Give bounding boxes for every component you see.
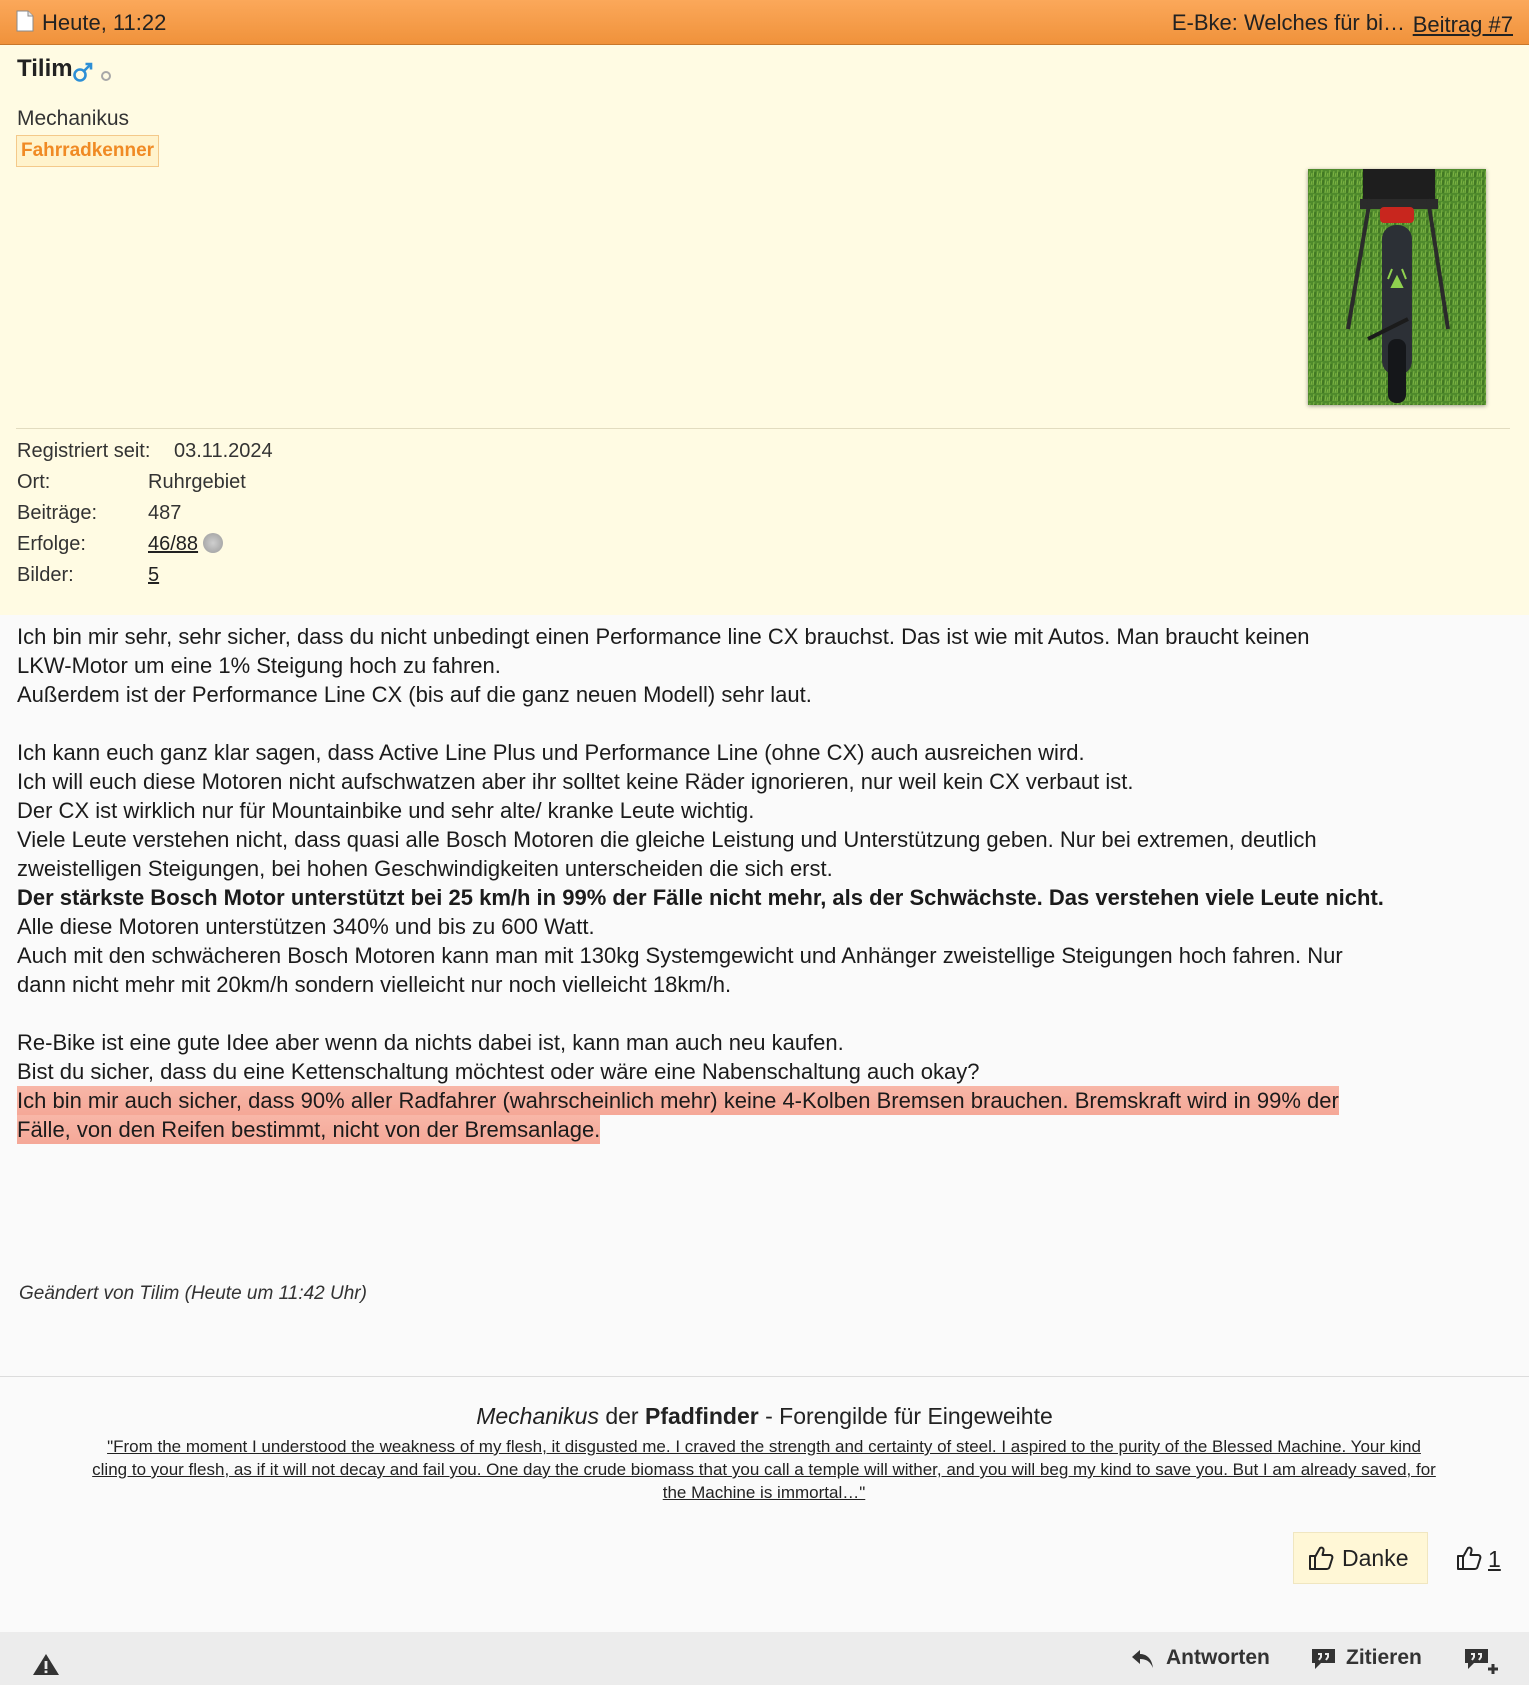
stat-label: Erfolge: <box>17 533 86 555</box>
body-line: Alle diese Motoren unterstützen 340% und bis zu 600 Watt. <box>17 914 595 939</box>
thanks-button[interactable] <box>1293 1532 1428 1584</box>
achievements-value <box>148 533 223 556</box>
images-value <box>148 564 159 587</box>
reply-arrow-icon <box>1130 1646 1158 1672</box>
quote-line: cling to your flesh, as if it will not decay and fail you. One day the crude biomass that you call a temple will wither, and you will beg my kind to save you. But I am already saved, for <box>92 1460 1436 1479</box>
reply-button[interactable] <box>1130 1646 1270 1672</box>
thumbs-up-count-icon <box>1456 1545 1482 1571</box>
report-warning-icon[interactable] <box>32 1652 60 1676</box>
male-gender-icon <box>72 61 94 83</box>
multi-quote-button[interactable] <box>1463 1646 1503 1676</box>
stat-value: 03.11.2024 <box>174 440 273 462</box>
thanks-label: Danke <box>1342 1545 1409 1571</box>
highlight-marker: Fälle, von den Reifen bestimmt, nicht von der Bremsanlage. <box>17 1117 601 1142</box>
highlighted-line <box>17 1115 1512 1144</box>
thread-title: E-Bke: Welches für bi… <box>1171 10 1405 35</box>
body-bold-line: Der stärkste Bosch Motor unterstützt bei 25 km/h in 99% der Fälle nicht mehr, als der Schwächste. Das verstehen viele Leute nicht. <box>17 885 1384 910</box>
stat-value: 487 <box>148 502 182 524</box>
stat-value: Ruhrgebiet <box>148 471 246 493</box>
body-line: Ich kann euch ganz klar sagen, dass Active Line Plus und Performance Line (ohne CX) auch ausreichen wird. <box>17 740 1085 765</box>
post-header <box>0 0 1529 45</box>
body-line: Bist du sicher, dass du eine Kettenschaltung möchtest oder wäre eine Nabenschaltung auch okay? <box>17 1059 980 1084</box>
signature-quote[interactable] <box>20 1435 1508 1504</box>
images-link[interactable]: 5 <box>148 564 160 586</box>
post-action-bar <box>0 1632 1529 1685</box>
user-title: Mechanikus <box>17 107 130 130</box>
quote-line: "From the moment I understood the weakness of my flesh, it disgusted me. I craved the strength and certainty of steel. I aspired to the purity of the Blessed Machine. Your kind <box>107 1437 1421 1456</box>
body-line: Außerdem ist der Performance Line CX (bis auf die ganz neuen Modell) sehr laut. <box>17 682 812 707</box>
signature-heading <box>0 1403 1529 1430</box>
post-body <box>17 622 1512 1144</box>
body-line: Ich bin mir sehr, sehr sicher, dass du nicht unbedingt einen Performance line CX brauchst. Das ist wie mit Autos. Man braucht keinen <box>17 624 1310 649</box>
offline-status-icon <box>101 71 111 81</box>
body-line: dann nicht mehr mit 20km/h sondern vielleicht nur noch vielleicht 18km/h. <box>17 972 732 997</box>
reply-label: Antworten <box>1166 1646 1270 1669</box>
signature-rank: Mechanikus <box>476 1403 599 1429</box>
body-line: Der CX ist wirklich nur für Mountainbike und sehr alte/ kranke Leute wichtig. <box>17 798 755 823</box>
like-count-link[interactable]: 1 <box>1488 1546 1501 1572</box>
username[interactable]: Tilim <box>17 55 73 82</box>
stat-label: Bilder: <box>17 564 74 586</box>
paragraph-gap <box>17 709 1512 738</box>
quote-bubble-icon <box>1310 1646 1338 1672</box>
multi-quote-plus-icon <box>1463 1646 1503 1676</box>
thumbs-up-icon <box>1308 1545 1334 1571</box>
post-number-link[interactable]: Beitrag #7 <box>1412 12 1513 37</box>
medal-icon <box>203 533 223 553</box>
stat-label: Registriert seit: <box>17 440 151 462</box>
quote-button[interactable] <box>1310 1646 1430 1672</box>
quote-label: Zitieren <box>1346 1646 1422 1669</box>
body-line: Viele Leute verstehen nicht, dass quasi alle Bosch Motoren die gleiche Leistung und Unterstützung geben. Nur bei extremen, deutlich <box>17 827 1317 852</box>
body-line: Re-Bike ist eine gute Idee aber wenn da nichts dabei ist, kann man auch neu kaufen. <box>17 1030 844 1055</box>
edit-note: Geändert von Tilim (Heute um 11:42 Uhr) <box>19 1283 367 1304</box>
stat-label: Beiträge: <box>17 502 98 524</box>
paragraph-gap <box>17 999 1512 1028</box>
body-line: LKW-Motor um eine 1% Steigung hoch zu fahren. <box>17 653 501 678</box>
post-date: Heute, 11:22 <box>42 10 167 35</box>
avatar[interactable] <box>1308 169 1486 405</box>
quote-line: the Machine is immortal…" <box>662 1483 866 1502</box>
signature-der: der <box>605 1403 639 1429</box>
avatar-image <box>1308 169 1486 405</box>
signature-guild-rest: - Forengilde für Eingeweihte <box>765 1403 1053 1429</box>
stat-label: Ort: <box>17 471 51 493</box>
highlighted-line <box>17 1086 1512 1115</box>
body-line: Auch mit den schwächeren Bosch Motoren kann man mit 130kg Systemgewicht und Anhänger zweistellige Steigungen hoch fahren. Nur <box>17 943 1343 968</box>
highlight-marker: Ich bin mir auch sicher, dass 90% aller Radfahrer (wahrscheinlich mehr) keine 4-Kolben Bremsen brauchen. Bremskraft wird in 99% der <box>17 1088 1339 1113</box>
achievements-link[interactable]: 46/88 <box>148 533 199 555</box>
body-line: zweistelligen Steigungen, bei hohen Geschwindigkeiten unterscheiden die sich erst. <box>17 856 833 881</box>
divider <box>16 428 1510 429</box>
signature-guild: Pfadfinder <box>644 1403 759 1429</box>
document-icon <box>16 10 34 32</box>
user-info-panel <box>0 45 1529 615</box>
body-line: Ich will euch diese Motoren nicht aufschwatzen aber ihr solltet keine Räder ignorieren, nur weil kein CX verbaut ist. <box>17 769 1134 794</box>
rank-badge: Fahrradkenner <box>16 135 159 167</box>
signature-divider <box>0 1376 1529 1377</box>
